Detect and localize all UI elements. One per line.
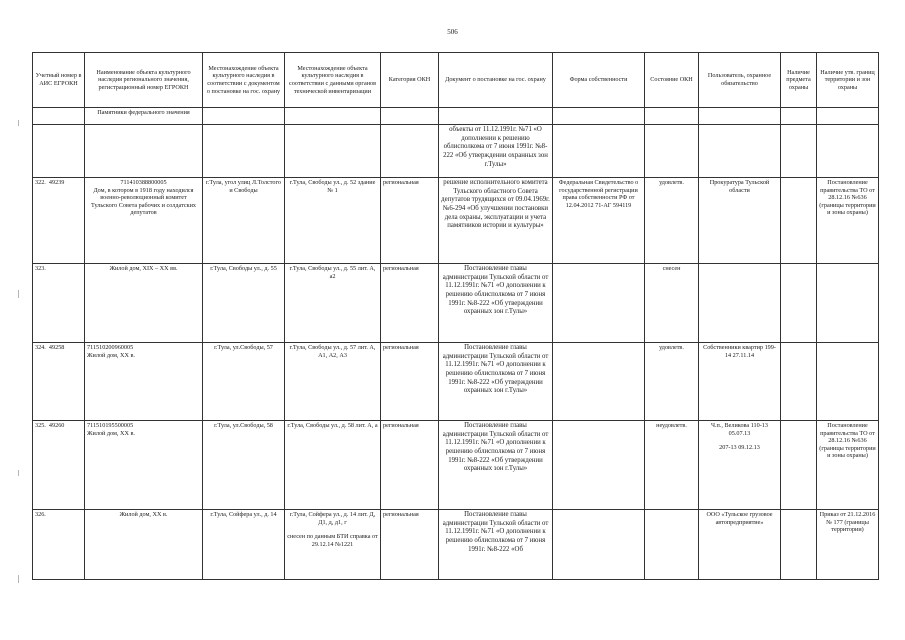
cell-location-doc: г.Тула, угол улиц Л.Толстого и Свободы xyxy=(203,178,285,264)
header-ownership: Форма собственности xyxy=(553,53,645,108)
cell-document: объекты от 11.12.1991г. №71 «О дополнении к решению облисполкома от 7 июня 1991г. №8-222 «Об утверждении охранных зон г.Тулы» xyxy=(439,125,553,178)
cell-name: Жилой дом, XX в. xyxy=(85,510,203,580)
cell-category: региональная xyxy=(381,510,439,580)
cell-reg-num: 322. 49239 xyxy=(33,178,85,264)
cell-category: региональная xyxy=(381,343,439,421)
binding-margin-mark xyxy=(18,120,19,126)
cell-location-doc: г.Тула, ул.Свободы, 57 xyxy=(203,343,285,421)
cell-approved xyxy=(817,343,879,421)
section-row xyxy=(33,108,879,125)
table-row xyxy=(33,264,879,343)
header-reg-num: Учетный номер в АИС ЕГРОКН xyxy=(33,53,85,108)
table-row xyxy=(33,178,879,264)
cell-user xyxy=(699,264,781,343)
cell-location-tech: г.Тула, Свободы ул., д. 52 здание № 1 xyxy=(285,178,381,264)
cell-name: 711510195500005 Жилой дом, XX в. xyxy=(85,421,203,510)
cell-subject xyxy=(781,421,817,510)
cell-location-doc: г.Тула, Свободы ул., д. 55 xyxy=(203,264,285,343)
cell-ownership xyxy=(553,343,645,421)
cell-reg-num: 323. xyxy=(33,264,85,343)
cell-name: 711510200960005 Жилой дом, XX в. xyxy=(85,343,203,421)
registry-table xyxy=(32,52,879,580)
header-name: Наименование объекта культурного наследия регионального значения, регистрационный номер ЕГРОКН xyxy=(85,53,203,108)
cell-reg-num: 326. xyxy=(33,510,85,580)
cell-condition: удовлетв. xyxy=(645,178,699,264)
binding-margin-mark xyxy=(18,470,19,476)
cell-name: 711410388800005 Дом, в котором в 1918 году находился военно-революционный комитет Тульского Совета рабочих и солдатских депутатов xyxy=(85,178,203,264)
cell-ownership xyxy=(553,264,645,343)
cell-category: региональная xyxy=(381,264,439,343)
cell-document: Постановление главы администрации Тульской области от 11.12.1991г. №71 «О дополнении к решению облисполкома от 7 июня 1991г. №8-222 «Об утверждении охранных зон г.Тулы» xyxy=(439,421,553,510)
cell-reg-num: 325. 49260 xyxy=(33,421,85,510)
cell-condition: снесен xyxy=(645,264,699,343)
page-number: 506 xyxy=(447,28,458,36)
cell-subject xyxy=(781,178,817,264)
header-approved: Наличие утв. границ территории и зон охраны xyxy=(817,53,879,108)
cell-ownership: Федеральная Свидетельство о государственной регистрации права собственности РФ от 12.04.2012 71-АГ 594119 xyxy=(553,178,645,264)
cell-user: Собственники квартир 199-14 27.11.14 xyxy=(699,343,781,421)
cell-approved: Постановление правительства ТО от 28.12.16 №636 (границы территории и зоны охраны) xyxy=(817,178,879,264)
header-category: Категория ОКН xyxy=(381,53,439,108)
binding-margin-mark xyxy=(18,575,19,583)
cell-name: Жилой дом, XIX – XX вв. xyxy=(85,264,203,343)
table-row xyxy=(33,343,879,421)
cell-location-tech: г.Тула, Сойфера ул., д. 14 лит. Д, Д1, д, д1, г снесен по данным БТИ справка от 29.12.14 №1221 xyxy=(285,510,381,580)
cell-approved: Приказ от 21.12.2016 № 177 (границы территории) xyxy=(817,510,879,580)
cell-subject xyxy=(781,343,817,421)
cell-document: решение исполнительного комитета Тульского областного Совета депутатов трудящихся от 09.04.1969г. №6-294 «Об улучшении постановки дела охраны, эксплуатации и учета памятников истории и культуры» xyxy=(439,178,553,264)
binding-margin-mark xyxy=(18,290,19,298)
cell-location-doc: г.Тула, Сойфера ул., д. 14 xyxy=(203,510,285,580)
table-row-continuation xyxy=(33,125,879,178)
cell-ownership xyxy=(553,510,645,580)
header-location-tech: Местонахождение объекта культурного наследия в соответствии с данными органов технической инвентаризации xyxy=(285,53,381,108)
header-location-doc: Местонахождение объекта культурного наследия в соответствии с документом о постановке на гос. охрану xyxy=(203,53,285,108)
cell-user: Ч.п., Великова 110-13 05.07.13 207-13 09.12.13 xyxy=(699,421,781,510)
cell-approved xyxy=(817,264,879,343)
cell-subject xyxy=(781,264,817,343)
cell-condition xyxy=(645,510,699,580)
cell-subject xyxy=(781,510,817,580)
cell-user: ООО «Тульское грузовое автопредприятие» xyxy=(699,510,781,580)
table-header-row xyxy=(33,53,879,108)
cell-document: Постановление главы администрации Тульской области от 11.12.1991г. №71 «О дополнении к решению облисполкома от 7 июня 1991г. №8-222 «Об xyxy=(439,510,553,580)
header-subject: Наличие предмета охраны xyxy=(781,53,817,108)
header-condition: Состояние ОКН xyxy=(645,53,699,108)
cell-document: Постановление главы администрации Тульской области от 11.12.1991г. №71 «О дополнении к решению облисполкома от 7 июня 1991г. №8-222 «Об утверждении охранных зон г.Тулы» xyxy=(439,264,553,343)
cell-location-tech: г.Тула, Свободы ул., д. 55 лит. А, а2 xyxy=(285,264,381,343)
cell-category: региональная xyxy=(381,421,439,510)
header-document: Документ о постановке на гос. охрану xyxy=(439,53,553,108)
section-title: Памятники федерального значения xyxy=(85,108,203,125)
header-user: Пользователь, охранное обязательство xyxy=(699,53,781,108)
table-row xyxy=(33,421,879,510)
cell-location-tech: г.Тула, Свободы ул., д. 57 лит. А, А1, А2, А3 xyxy=(285,343,381,421)
cell-reg-num: 324. 49258 xyxy=(33,343,85,421)
cell-ownership xyxy=(553,421,645,510)
cell-location-tech: г.Тула, Свободы ул., д. 58 лит. А, а xyxy=(285,421,381,510)
cell-condition: неудовлетв. xyxy=(645,421,699,510)
cell-approved: Постановление правительства ТО от 28.12.16 №636 (границы территории и зоны охраны) xyxy=(817,421,879,510)
cell-category: региональная xyxy=(381,178,439,264)
table-row xyxy=(33,510,879,580)
cell-condition: удовлетв. xyxy=(645,343,699,421)
cell-document: Постановление главы администрации Тульской области от 11.12.1991г. №71 «О дополнении к решению облисполкома от 7 июня 1991г. №8-222 «Об утверждении охранных зон г.Тулы» xyxy=(439,343,553,421)
cell-user: Прокуратура Тульской области xyxy=(699,178,781,264)
cell-location-doc: г.Тула, ул.Свободы, 58 xyxy=(203,421,285,510)
